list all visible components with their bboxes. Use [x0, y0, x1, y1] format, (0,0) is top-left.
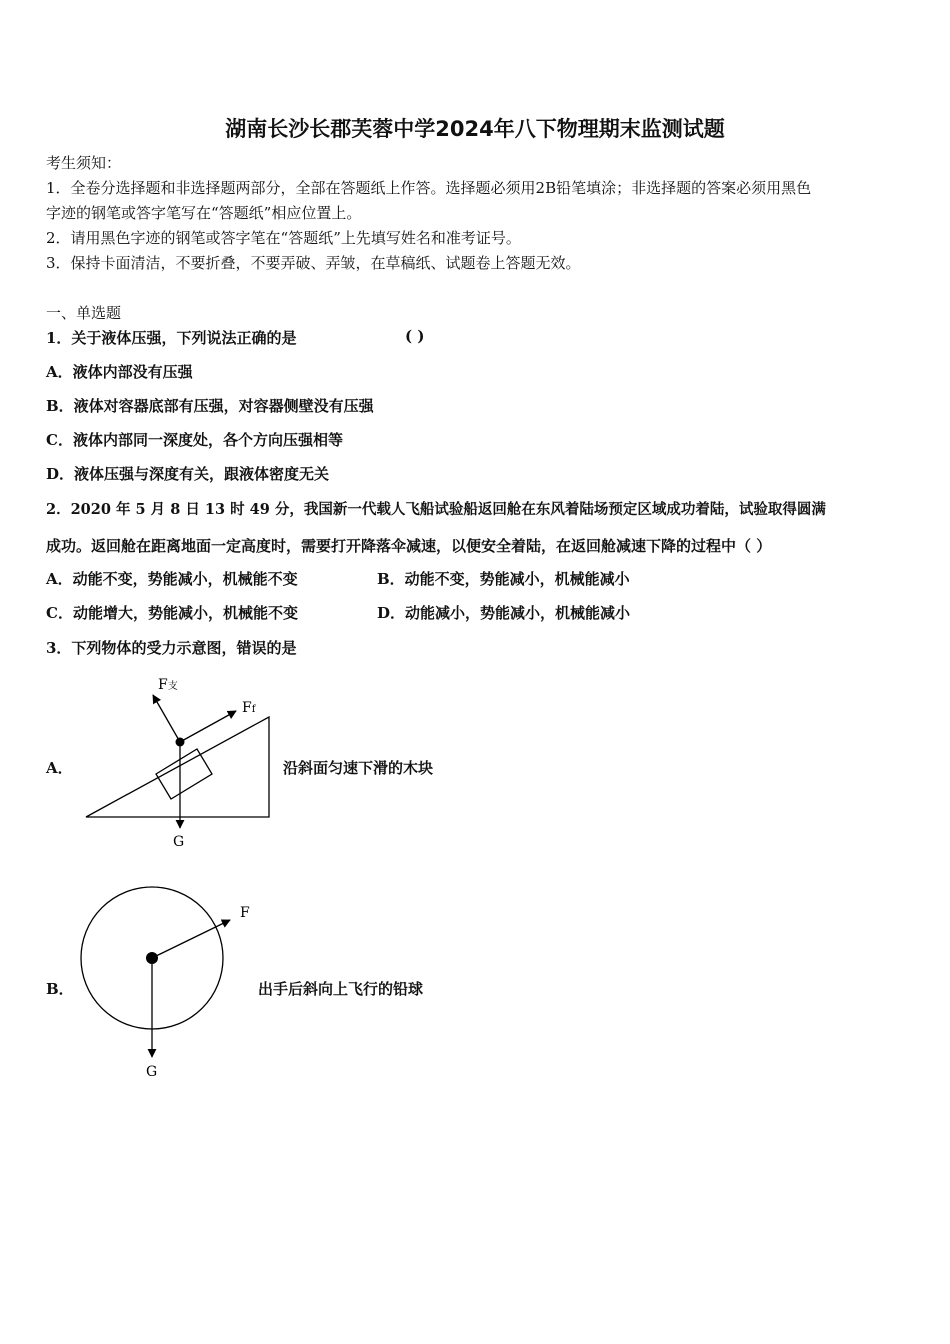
question-1-bracket: ( ) — [405, 327, 425, 345]
incline-plane — [86, 717, 269, 817]
gravity-label: G — [173, 834, 185, 850]
notice-item-3: 3．保持卡面清洁，不要折叠，不要弄破、弄皱，在草稿纸、试题卷上答题无效。 — [46, 254, 581, 272]
question-2-line-1: 2．2020 年 5 月 8 日 13 时 49 分，我国新一代载人飞船试验船返回舱在东风着陆场预定区域成功着陆，试验取得圆满 — [46, 501, 826, 518]
thrust-force-label: F — [240, 905, 250, 921]
question-3-option-a-caption: 沿斜面匀速下滑的木块 — [283, 759, 434, 777]
notice-heading: 考生须知： — [46, 154, 122, 172]
question-3-option-b-label: B． — [46, 980, 74, 998]
gravity-label: G — [146, 1064, 158, 1080]
notice-item-1-line-2: 字迹的钢笔或答字笔写在“答题纸”相应位置上。 — [46, 204, 362, 222]
question-2-option-d: D．动能减小，势能减小，机械能减小 — [377, 604, 631, 622]
question-1-option-d: D．液体压强与深度有关，跟液体密度无关 — [46, 465, 330, 483]
notice-item-2: 2．请用黑色字迹的钢笔或答字笔在“答题纸”上先填写姓名和准考证号。 — [46, 229, 521, 247]
question-3-option-a-label: A． — [46, 759, 73, 777]
question-2-line-2: 成功。返回舱在距离地面一定高度时，需要打开降落伞减速，以便安全着陆，在返回舱减速下降的过程中（ ） — [46, 537, 772, 555]
friction-force-label: Ff — [242, 700, 256, 716]
page-title: 湖南长沙长郡芙蓉中学2024年八下物理期末监测试题 — [225, 117, 725, 141]
question-3-stem: 3．下列物体的受力示意图，错误的是 — [46, 639, 297, 657]
question-3-option-b-caption: 出手后斜向上飞行的铅球 — [258, 980, 424, 998]
question-1-option-c: C．液体内部同一深度处，各个方向压强相等 — [46, 431, 343, 449]
friction-force-arrow — [180, 711, 236, 742]
question-2-option-a: A．动能不变，势能减小，机械能不变 — [46, 570, 298, 588]
thrust-force-arrow — [152, 920, 230, 958]
question-2-option-b: B．动能不变，势能减小，机械能减小 — [377, 570, 630, 588]
support-force-arrow — [153, 695, 180, 742]
question-1-stem: 1．关于液体压强，下列说法正确的是 — [46, 329, 297, 347]
notice-item-1-line-1: 1．全卷分选择题和非选择题两部分，全部在答题纸上作答。选择题必须用2B铅笔填涂；非选择题的答案必须用黑色 — [46, 179, 812, 197]
question-1-option-a: A．液体内部没有压强 — [46, 363, 193, 381]
incline-force-diagram — [70, 670, 290, 855]
support-force-label: F支 — [158, 677, 178, 693]
shot-put-force-diagram — [70, 880, 270, 1085]
question-2-option-c: C．动能增大，势能减小，机械能不变 — [46, 604, 298, 622]
question-1-option-b: B．液体对容器底部有压强，对容器侧壁没有压强 — [46, 397, 374, 415]
section-heading: 一、单选题 — [46, 304, 122, 322]
